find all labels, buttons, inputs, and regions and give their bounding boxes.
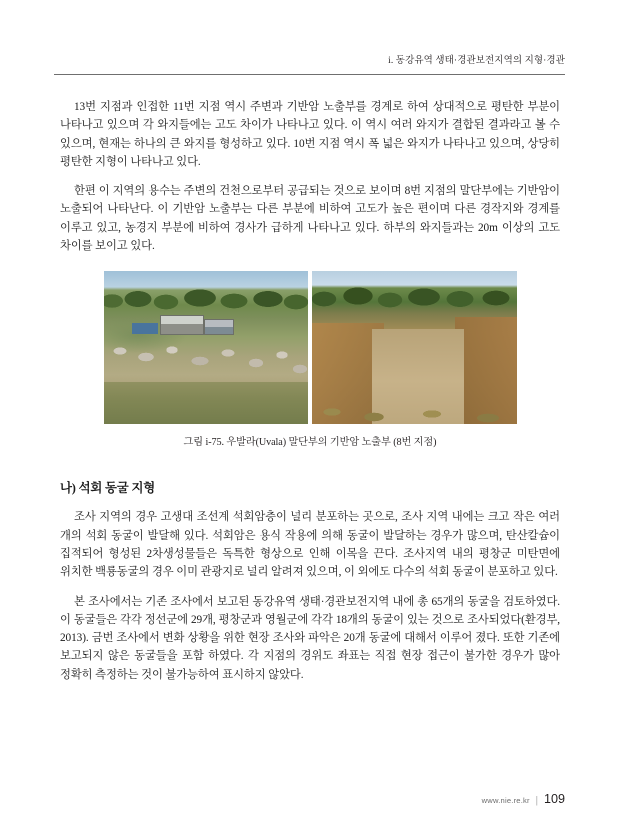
page-number: 109 (543, 792, 565, 806)
foreground-grass-shape (104, 382, 309, 424)
blue-tarp-shape (132, 323, 158, 334)
footer-website: www.nie.re.kr (481, 796, 530, 805)
paragraph-1: 13번 지점과 인접한 11번 지점 역시 주변과 기반암 노출부를 경계로 하여 상대적으로 평탄한 부분이 나타나고 있으며 각 와지들에는 고도 차이가 나타나고 있다. 이 역시 여러 와지가 결합된 결과라고 볼 수 있으며, 현재는 하나의 큰 와지를 형성하고 있다. 10번 지점 역시 폭 넓은 와지가 나타나고 있으며, 상당히 평탄한 지형이 나타나고 있다. (60, 101, 560, 168)
footer-divider: | (535, 794, 538, 806)
paragraph-2: 한편 이 지역의 용수는 주변의 건천으로부터 공급되는 것으로 보이며 8번 지점의 말단부에는 기반암이 노출되어 나타난다. 이 기반암 노출부는 다른 부분에 비하여 고도가 높은 편이며 다른 경작지와 경계를 이루고 있고, 농경지 부분에 비하여 경사가 급하게 나타나고 있다. 하부의 와지들과는 20m 이상의 고도 차이를 보이고 있다. (60, 185, 560, 253)
farm-shed-shape (160, 315, 204, 335)
header-divider (54, 74, 565, 75)
running-head: i. 동강유역 생태·경관보전지역의 지형·경관 (388, 56, 565, 66)
figure-images (104, 271, 517, 424)
farm-shed-secondary-shape (204, 319, 234, 335)
page-content (60, 98, 560, 695)
photo-hillside-farm-shed (104, 271, 309, 424)
treeline-shape (104, 283, 309, 313)
paragraph-4: 본 조사에서는 기존 조사에서 보고된 동강유역 생태·경관보전지역 내에 총 65개의 동굴을 검토하였다. 이 동굴들은 각각 정선군에 29개, 평창군과 영월군에 각각 18개의 동굴이 있는 것으로 조사되었다(환경부, 2013). 금번 조사에서 변화 상황을 위한 현장 조사와 파악은 20개 동굴에 대해서 이루어 졌다. 또한 기존에 보고되지 않은 동굴들을 포함 하였다. 각 지점의 경위도 좌표는 직접 현장 접근이 불가한 경우가 많아 정확히 측정하는 것이 불가능하여 표시하지 않았다. (60, 595, 560, 681)
section-subheading: 나) 석회 동굴 지형 (60, 481, 156, 496)
figure-block (60, 271, 560, 448)
page-footer (482, 792, 565, 806)
paragraph-3: 조사 지역의 경우 고생대 조선계 석회암층이 널리 분포하는 곳으로, 조사 지역 내에는 크고 작은 여러 개의 석회 동굴이 발달해 있다. 석회암은 용식 작용에 의해 동굴이 발달하는 경우가 많으며, 탄산칼슘이 집적되어 형성된 2차생성물들은 독특한 형상으로 인해 이목을 끈다. 조사지역 내의 평창군 미탄면에 위치한 백룡동굴의 경우 이미 관광지로 널리 알려져 있으며, 이 외에도 다수의 석회 동굴이 분포하고 있다. (60, 511, 560, 579)
figure-caption: 그림 i-75. 우발라(Uvala) 말단부의 기반암 노출부 (8번 지점) (183, 437, 437, 449)
grass-tufts-shape (312, 386, 517, 424)
treeline-shape (312, 281, 517, 311)
photo-dry-bare-ground (312, 271, 517, 424)
